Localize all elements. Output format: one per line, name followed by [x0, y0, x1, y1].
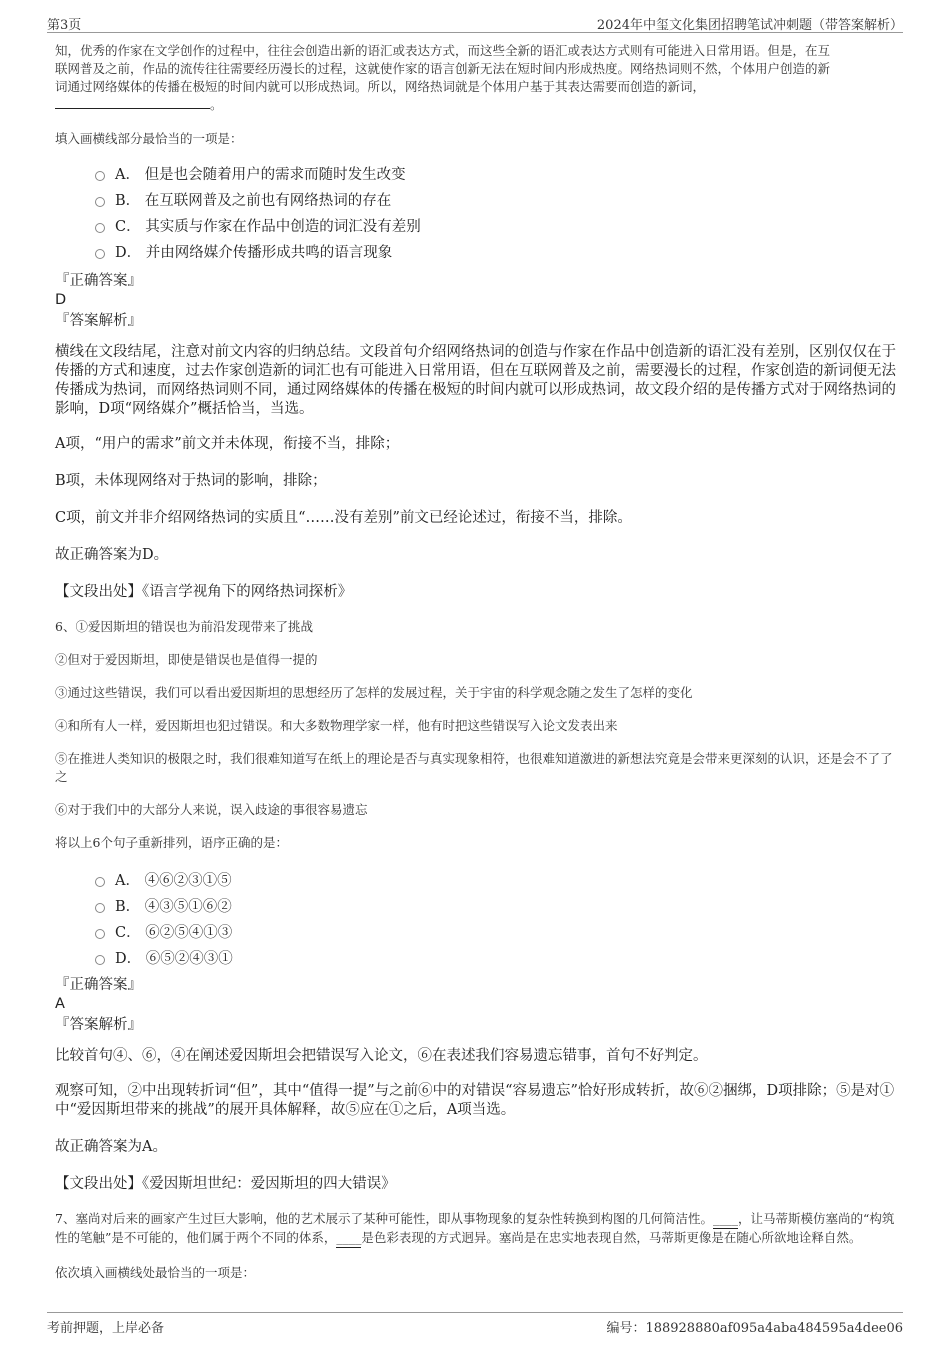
- document-title: 2024年中玺文化集团招聘笔试冲刺题（带答案解析）: [596, 18, 903, 33]
- option-c[interactable]: [95, 214, 903, 240]
- q7-text: 是色彩表现的方式迥异。塞尚是在忠实地表现自然，马蒂斯更像是在随心所欲地诠释自然。: [361, 1230, 862, 1245]
- page-content: [55, 42, 903, 1282]
- q5-answer: D: [55, 292, 67, 308]
- analysis-paragraph: 故正确答案为D。: [55, 547, 169, 563]
- page-number: 第3页: [47, 18, 82, 33]
- option-label: C． 其实质与作家在作品中创造的词汇没有差别: [115, 219, 421, 235]
- analysis-paragraph: A项，“用户的需求”前文并未体现，衔接不当，排除；: [55, 436, 400, 452]
- q6-sentence: ⑥对于我们中的大部分人来说，误入歧途的事很容易遗忘: [55, 802, 368, 817]
- page-header: [47, 12, 903, 33]
- radio-icon[interactable]: [95, 197, 105, 207]
- q5-passage: [55, 42, 903, 114]
- q5-analysis: [55, 343, 903, 565]
- radio-icon[interactable]: [95, 223, 105, 233]
- fill-blank: ____: [713, 1210, 738, 1229]
- q6-answer-label: 『正确答案』: [55, 977, 142, 993]
- analysis-paragraph: 比较首句④、⑥，④在阐述爱因斯坦会把错误写入论文，⑥在表述我们容易遗忘错事，首句不好判定。: [55, 1048, 708, 1064]
- radio-icon[interactable]: [95, 929, 105, 939]
- q5-analysis-label: 『答案解析』: [55, 313, 142, 329]
- radio-icon[interactable]: [95, 171, 105, 181]
- q6-sentence: ④和所有人一样，爱因斯坦也犯过错误。和大多数物理学家一样，他有时把这些错误写入论文发表出来: [55, 718, 618, 733]
- footer-slogan: 考前押题，上岸必备: [47, 1321, 165, 1336]
- q6-sentence: ②但对于爱因斯坦，即使是错误也是值得一提的: [55, 652, 318, 667]
- analysis-paragraph: 故正确答案为A。: [55, 1139, 167, 1155]
- q7-text: 7、塞尚对后来的画家产生过巨大影响，他的艺术展示了某种可能性，即从事物现象的复杂性转换到构图的几何简洁性。: [55, 1211, 713, 1226]
- option-a[interactable]: [95, 162, 903, 188]
- analysis-paragraph: 横线在文段结尾，注意对前文内容的归纳总结。文段首句介绍网络热词的创造与作家在作品中创造新的语汇没有差别，区别仅仅在于传播的方式和速度，过去作家创造新的词汇也有可能进入日常用语，但在互联网普及之前，需要漫长的过程，作家创造的新词便无法传播成为热词，而网络热词则不同，通过网络媒体的传播在极短的时间内就可以形成热词，故文段介绍的是传播方式对于网络热词的影响，D项“网络媒介”概括恰当，当选。: [55, 344, 896, 417]
- fill-blank: [55, 98, 210, 109]
- option-b[interactable]: [95, 188, 903, 214]
- q6-sentence: 6、①爱因斯坦的错误也为前沿发现带来了挑战: [55, 619, 313, 634]
- option-label: B． ④③⑤①⑥②: [115, 899, 232, 915]
- q6-source: 【文段出处】《爱因斯坦世纪：爱因斯坦的四大错误》: [55, 1176, 396, 1192]
- analysis-paragraph: 观察可知，②中出现转折词“但”，其中“值得一提”与之前⑥中的对错误“容易遗忘”恰好形成转折，故⑥②捆绑，D项排除；⑤是对①中“爱因斯坦带来的挑战”的展开具体解释，故⑤应在①之后，A项当选。: [55, 1083, 895, 1118]
- radio-icon[interactable]: [95, 877, 105, 887]
- q7-passage: [55, 1210, 903, 1248]
- q5-passage-blank-line: [55, 96, 903, 114]
- q7-prompt: 依次填入画横线处最恰当的一项是：: [55, 1265, 256, 1280]
- q5-source: 【文段出处】《语言学视角下的网络热词探析》: [55, 584, 353, 600]
- option-label: B． 在互联网普及之前也有网络热词的存在: [115, 193, 392, 209]
- q6-analysis-label: 『答案解析』: [55, 1017, 142, 1033]
- fill-blank: ____: [336, 1229, 361, 1248]
- option-label: D． 并由网络媒介传播形成共鸣的语言现象: [115, 245, 393, 261]
- analysis-paragraph: B项，未体现网络对于热词的影响，排除；: [55, 473, 327, 489]
- q6-options: [95, 868, 903, 972]
- option-label: A． 但是也会随着用户的需求而随时发生改变: [115, 167, 406, 183]
- option-label: A． ④⑥②③①⑤: [115, 873, 232, 889]
- q6-answer: A: [55, 996, 65, 1012]
- option-b[interactable]: [95, 894, 903, 920]
- option-label: C． ⑥②⑤④①③: [115, 925, 233, 941]
- q5-answer-label: 『正确答案』: [55, 273, 142, 289]
- option-d[interactable]: [95, 240, 903, 266]
- page-footer: [47, 1312, 903, 1337]
- option-c[interactable]: [95, 920, 903, 946]
- q5-options: [95, 162, 903, 266]
- q5-passage-line: 词通过网络媒体的传播在极短的时间内就可以形成热词。所以，网络热词就是个体用户基于其表达需要而创造的新词，: [55, 79, 706, 94]
- q5-passage-end: 。: [210, 97, 223, 112]
- q6-prompt: 将以上6个句子重新排列，语序正确的是：: [55, 835, 288, 850]
- radio-icon[interactable]: [95, 903, 105, 913]
- option-label: D． ⑥⑤②④③①: [115, 951, 233, 967]
- q6-analysis: [55, 1047, 903, 1157]
- q5-prompt: 填入画横线部分最恰当的一项是：: [55, 131, 243, 146]
- q6-sentence: ③通过这些错误，我们可以看出爱因斯坦的思想经历了怎样的发展过程，关于宇宙的科学观念随之发生了怎样的变化: [55, 685, 693, 700]
- analysis-paragraph: C项，前文并非介绍网络热词的实质且“……没有差别”前文已经论述过，衔接不当，排除。: [55, 510, 632, 526]
- document-id: 编号：188928880af095a4aba484595a4dee06: [606, 1321, 903, 1336]
- q6-sentence: ⑤在推进人类知识的极限之时，我们很难知道写在纸上的理论是否与真实现象相符，也很难知道激进的新想法究竟是会带来更深刻的认识，还是会不了了之: [55, 751, 893, 784]
- option-a[interactable]: [95, 868, 903, 894]
- q5-passage-line: 联网普及之前，作品的流传往往需要经历漫长的过程，这就使作家的语言创新无法在短时间内形成热度。网络热词则不然，个体用户创造的新: [55, 61, 831, 76]
- q6-sentences: [55, 618, 903, 819]
- q5-passage-line: 知，优秀的作家在文学创作的过程中，往往会创造出新的语汇或表达方式，而这些全新的语汇或表达方式则有可能进入日常用语。但是，在互: [55, 43, 831, 58]
- radio-icon[interactable]: [95, 955, 105, 965]
- option-d[interactable]: [95, 946, 903, 972]
- q7-text: ，让马蒂斯模仿塞尚的“构筑性的笔触”是不可能的，他们属于两个不同的体系，: [55, 1211, 895, 1245]
- radio-icon[interactable]: [95, 249, 105, 259]
